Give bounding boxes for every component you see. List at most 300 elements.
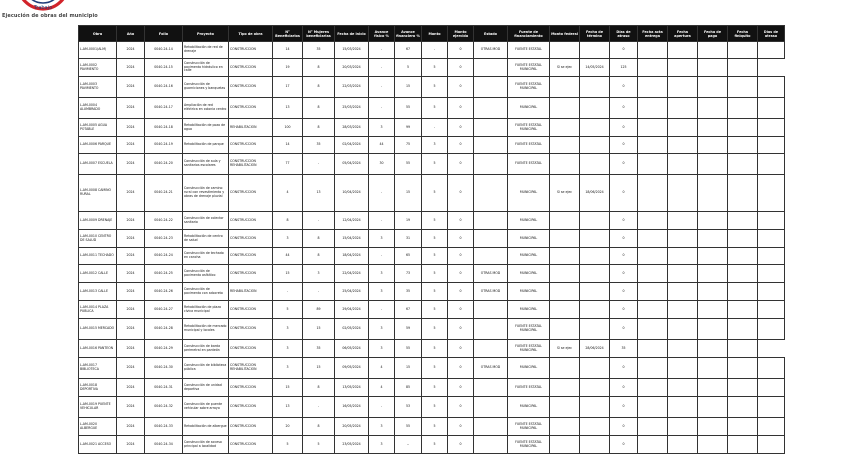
table-cell: FUENTE ESTATAL [508, 379, 550, 397]
column-header: Estado [474, 26, 508, 42]
table-cell: 0040-24-34 [145, 436, 183, 454]
table-cell: 3 [369, 436, 395, 454]
table-cell [474, 137, 508, 154]
table-cell: 8 [303, 77, 335, 98]
table-cell [668, 436, 698, 454]
table-cell: OTRAS MOD [474, 358, 508, 379]
table-cell [758, 379, 785, 397]
table-cell: - [369, 248, 395, 265]
table-cell: Construcción de aula y sanitarios escolares [183, 154, 229, 175]
table-cell: 0 [610, 436, 638, 454]
table-cell: 0 [610, 42, 638, 59]
table-cell [728, 319, 758, 340]
table-cell: 0040-24-15 [145, 59, 183, 77]
table-cell: 2024 [117, 59, 145, 77]
table-cell [698, 154, 728, 175]
table-cell: 2024 [117, 230, 145, 248]
table-cell: 05/04/2024 [335, 154, 369, 175]
works-table [78, 25, 785, 454]
table-row [79, 137, 785, 154]
table-cell [580, 154, 610, 175]
table-cell: FUENTE ESTATAL MUNICIPAL [508, 319, 550, 340]
table-cell: CONSTRUCCION REHABILITACION [229, 154, 273, 175]
table-cell [580, 98, 610, 119]
table-cell: L-AM-0005 AGUA POTABLE [79, 119, 117, 137]
table-cell: MUNICIPAL [508, 265, 550, 283]
table-cell: Rehabilitación de centro de salud [183, 230, 229, 248]
table-cell: L-AM-0012 CALLE [79, 265, 117, 283]
table-cell: 02/04/2024 [335, 137, 369, 154]
table-cell [758, 175, 785, 212]
table-cell: 8 [303, 98, 335, 119]
table-cell: L-AM-0011 TECHADO [79, 248, 117, 265]
table-cell: 2024 [117, 340, 145, 358]
table-cell: 0 [448, 418, 474, 436]
table-cell [728, 301, 758, 319]
table-cell: 0040-24-29 [145, 340, 183, 358]
table-cell: 89 [303, 301, 335, 319]
table-cell: 13 [273, 397, 303, 418]
table-cell [698, 397, 728, 418]
table-cell: 77 [273, 154, 303, 175]
table-cell: 2024 [117, 77, 145, 98]
table-cell: 0 [448, 397, 474, 418]
table-cell: 3 [369, 340, 395, 358]
table-cell [550, 119, 580, 137]
column-header: Monto ejercido [448, 26, 474, 42]
table-cell [728, 358, 758, 379]
table-cell: 2024 [117, 265, 145, 283]
table-cell [728, 283, 758, 301]
table-cell [580, 397, 610, 418]
table-cell: 3 [273, 319, 303, 340]
table-row [79, 42, 785, 59]
table-cell: CONSTRUCCION [229, 248, 273, 265]
table-cell [758, 418, 785, 436]
table-cell: 3 [369, 283, 395, 301]
table-cell [580, 119, 610, 137]
table-cell: CONSTRUCCION [229, 59, 273, 77]
table-row [79, 283, 785, 301]
table-cell: - [422, 42, 448, 59]
table-cell [550, 283, 580, 301]
table-cell: 5 [422, 340, 448, 358]
table-cell [668, 379, 698, 397]
table-cell [758, 154, 785, 175]
table-row [79, 230, 785, 248]
table-cell [698, 248, 728, 265]
table-cell: CONSTRUCCION [229, 418, 273, 436]
table-cell [758, 265, 785, 283]
table-cell [474, 436, 508, 454]
column-header: Fecha de inicio [335, 26, 369, 42]
table-cell: 0 [610, 137, 638, 154]
table-cell: - [369, 212, 395, 230]
table-cell: 0040-24-19 [145, 137, 183, 154]
table-cell: - [369, 77, 395, 98]
table-cell: 09/05/2024 [335, 358, 369, 379]
table-cell: FUENTE ESTATAL MUNICIPAL [508, 119, 550, 137]
column-header: Fuente de financiamiento [508, 26, 550, 42]
table-cell [698, 98, 728, 119]
table-cell: 0040-24-25 [145, 265, 183, 283]
table-cell: 17 [273, 77, 303, 98]
table-cell: 5 [422, 248, 448, 265]
table-cell: 3 [369, 265, 395, 283]
table-cell: 06/05/2024 [335, 340, 369, 358]
table-cell: 99 [395, 119, 422, 137]
table-cell [758, 319, 785, 340]
table-row [79, 265, 785, 283]
table-cell: L-AM-0002 PAVIMENTO [79, 59, 117, 77]
table-cell [474, 77, 508, 98]
table-row [79, 59, 785, 77]
table-cell: 14/05/2024 [580, 59, 610, 77]
table-cell [474, 248, 508, 265]
table-cell: 8 [273, 212, 303, 230]
table-cell: 0 [448, 265, 474, 283]
table-cell: 0 [448, 119, 474, 137]
table-cell [758, 283, 785, 301]
table-cell: 3 [273, 230, 303, 248]
table-cell [474, 98, 508, 119]
table-cell: OTRAS MOD [474, 42, 508, 59]
column-header: Fecha de pago [698, 26, 728, 42]
table-cell [474, 119, 508, 137]
table-cell: 19 [395, 212, 422, 230]
table-cell: 0040-24-30 [145, 358, 183, 379]
table-cell: - [369, 397, 395, 418]
column-header: Avance físico % [369, 26, 395, 42]
table-cell [550, 397, 580, 418]
table-cell: 0 [448, 301, 474, 319]
table-cell [638, 77, 668, 98]
table-cell: 25/03/2024 [335, 98, 369, 119]
table-cell: 65 [395, 248, 422, 265]
table-cell: Construcción de pavimento con adocreto [183, 283, 229, 301]
table-cell: 75 [395, 137, 422, 154]
table-cell [728, 154, 758, 175]
table-cell: 0 [610, 248, 638, 265]
table-cell: 5 [422, 77, 448, 98]
table-cell [550, 436, 580, 454]
table-cell: 19 [273, 59, 303, 77]
table-row [79, 119, 785, 137]
table-cell: 5 [422, 154, 448, 175]
table-cell [668, 340, 698, 358]
table-cell: 20/03/2024 [335, 59, 369, 77]
table-cell: CONSTRUCCION [229, 319, 273, 340]
table-cell [668, 301, 698, 319]
table-cell: 28/06/2024 [580, 340, 610, 358]
table-cell: Rehabilitación de parque [183, 137, 229, 154]
table-cell [638, 137, 668, 154]
table-cell: 0 [610, 319, 638, 340]
table-cell: 0 [448, 248, 474, 265]
table-cell: 0040-24-18 [145, 119, 183, 137]
table-cell: Construcción de pavimento asfáltico [183, 265, 229, 283]
column-header: Monto [422, 26, 448, 42]
table-cell [728, 418, 758, 436]
table-cell [580, 137, 610, 154]
table-cell [698, 119, 728, 137]
table-row [79, 358, 785, 379]
table-cell: 0 [610, 301, 638, 319]
table-cell: 0 [610, 397, 638, 418]
table-cell: 8 [303, 418, 335, 436]
table-cell: 5 [422, 212, 448, 230]
table-cell: CONSTRUCCION [229, 42, 273, 59]
municipal-logo [14, 0, 72, 12]
table-cell: MUNICIPAL [508, 175, 550, 212]
table-cell: CONSTRUCCION [229, 265, 273, 283]
table-cell: L-AM-0019 PUENTE VEHICULAR [79, 397, 117, 418]
table-cell [728, 77, 758, 98]
table-cell: - [303, 283, 335, 301]
table-cell [474, 59, 508, 77]
table-cell: 35 [303, 340, 335, 358]
table-cell: CONSTRUCCION [229, 212, 273, 230]
table-cell [550, 418, 580, 436]
table-cell [550, 301, 580, 319]
svg-text:Trabajo: Trabajo [33, 5, 53, 11]
table-cell: Rehabilitación de albergue [183, 418, 229, 436]
table-cell [550, 230, 580, 248]
table-cell [580, 418, 610, 436]
table-cell: 67 [395, 42, 422, 59]
table-cell [638, 319, 668, 340]
table-cell: 0 [448, 358, 474, 379]
table-cell: 3 [369, 319, 395, 340]
table-cell: Construcción de unidad deportiva [183, 379, 229, 397]
table-cell: L-AM-0010 CENTRO DE SALUD [79, 230, 117, 248]
table-cell [580, 42, 610, 59]
table-cell: 5 [422, 418, 448, 436]
table-header-row [79, 26, 785, 42]
table-cell: 31 [395, 230, 422, 248]
table-cell [668, 319, 698, 340]
table-cell [698, 379, 728, 397]
table-cell [638, 212, 668, 230]
table-cell [668, 212, 698, 230]
table-cell: 2024 [117, 301, 145, 319]
table-cell: CONSTRUCCION [229, 98, 273, 119]
table-cell: 73 [395, 265, 422, 283]
table-cell: 0040-24-20 [145, 154, 183, 175]
table-cell: 0040-24-27 [145, 301, 183, 319]
table-cell [698, 319, 728, 340]
table-cell: L-AM-0020 ALBERGUE [79, 418, 117, 436]
table-cell: 5 [422, 98, 448, 119]
table-cell [728, 248, 758, 265]
table-cell [698, 59, 728, 77]
table-cell [728, 379, 758, 397]
table-row [79, 436, 785, 454]
table-cell: 13 [303, 175, 335, 212]
table-cell: - [369, 301, 395, 319]
table-cell: Construcción de puente vehicular sobre arroyo [183, 397, 229, 418]
table-cell: 5 [422, 319, 448, 340]
table-cell: 5 [422, 379, 448, 397]
column-header: Fecha apertura [668, 26, 698, 42]
column-header: Año [117, 26, 145, 42]
table-cell: 2024 [117, 42, 145, 59]
table-cell: 0 [448, 283, 474, 301]
table-cell: L-AM-0021 ACCESO [79, 436, 117, 454]
table-cell: 4 [273, 175, 303, 212]
table-cell: 3 [422, 137, 448, 154]
table-cell: 55 [395, 154, 422, 175]
table-cell: MUNICIPAL [508, 98, 550, 119]
table-cell [638, 379, 668, 397]
table-row [79, 340, 785, 358]
table-cell: FUENTE ESTATAL [508, 42, 550, 59]
table-cell [638, 436, 668, 454]
table-cell: 2024 [117, 436, 145, 454]
table-cell [758, 42, 785, 59]
table-cell: 35 [303, 137, 335, 154]
table-cell: 18/06/2024 [580, 175, 610, 212]
table-cell: FUENTE ESTATAL [508, 137, 550, 154]
table-cell: 0 [448, 436, 474, 454]
table-cell: 35 [303, 42, 335, 59]
table-row [79, 319, 785, 340]
table-cell: 25/04/2024 [335, 283, 369, 301]
table-cell [698, 230, 728, 248]
table-cell: 5 [422, 230, 448, 248]
table-cell: 3 [369, 418, 395, 436]
table-cell: 0 [610, 154, 638, 175]
table-cell: Rehabilitación de pozo de agua [183, 119, 229, 137]
table-cell [728, 59, 758, 77]
table-cell [668, 137, 698, 154]
table-cell: L-AM-0014 PLAZA PUBLICA [79, 301, 117, 319]
table-cell: 2024 [117, 175, 145, 212]
table-cell: - [303, 154, 335, 175]
table-cell: 8 [303, 119, 335, 137]
table-cell: CONSTRUCCION [229, 379, 273, 397]
table-row [79, 397, 785, 418]
table-cell: 2024 [117, 119, 145, 137]
table-cell: 0 [448, 230, 474, 248]
table-cell: MUNICIPAL [508, 283, 550, 301]
table-cell: Construcción de acceso principal a localidad [183, 436, 229, 454]
table-cell: MUNICIPAL [508, 230, 550, 248]
table-cell: Sí se ejec [550, 340, 580, 358]
table-cell: 0040-24-17 [145, 98, 183, 119]
table-cell [550, 98, 580, 119]
table-cell [728, 137, 758, 154]
table-cell: OTRAS MOD [474, 283, 508, 301]
table-cell: - [369, 175, 395, 212]
table-cell [668, 119, 698, 137]
table-cell: OTRAS MOD [474, 265, 508, 283]
table-cell: L-AM-0017 BIBLIOTECA [79, 358, 117, 379]
table-cell: 0 [448, 59, 474, 77]
table-cell: 3 [303, 265, 335, 283]
table-cell [668, 77, 698, 98]
table-cell [758, 230, 785, 248]
table-cell [638, 119, 668, 137]
table-cell [550, 358, 580, 379]
table-cell [758, 248, 785, 265]
table-cell [698, 137, 728, 154]
table-cell: L-AM-0015 MERCADO [79, 319, 117, 340]
table-cell: 3 [369, 119, 395, 137]
table-cell [668, 230, 698, 248]
table-cell: CONSTRUCCION [229, 230, 273, 248]
table-cell: L-AM-0016 PANTEON [79, 340, 117, 358]
table-cell [550, 42, 580, 59]
table-cell: - [369, 59, 395, 77]
table-cell [758, 436, 785, 454]
table-cell: 2024 [117, 212, 145, 230]
table-cell: Sí se ejec [550, 175, 580, 212]
table-cell [758, 137, 785, 154]
table-cell: 16/05/2024 [335, 397, 369, 418]
table-cell: CONSTRUCCION REHABILITACION [229, 358, 273, 379]
table-cell [698, 340, 728, 358]
table-cell: MUNICIPAL [508, 397, 550, 418]
table-cell: L-AM-0009 DRENAJE [79, 212, 117, 230]
table-cell [474, 397, 508, 418]
table-cell [474, 230, 508, 248]
table-cell [474, 154, 508, 175]
table-cell: 20/05/2024 [335, 418, 369, 436]
table-cell [668, 358, 698, 379]
table-cell: Construcción de techado en cancha [183, 248, 229, 265]
table-cell: 5 [422, 283, 448, 301]
table-cell: 0 [448, 42, 474, 59]
table-cell: 22/03/2024 [335, 77, 369, 98]
table-cell [474, 319, 508, 340]
table-cell: 14 [273, 42, 303, 59]
table-cell [728, 212, 758, 230]
table-cell: L-AM-0018 DEPORTIVA [79, 379, 117, 397]
table-cell: 0040-24-28 [145, 319, 183, 340]
table-cell [580, 301, 610, 319]
page-subtitle: Ejecución de obras del municipio [2, 13, 98, 19]
table-cell: 0040-24-31 [145, 379, 183, 397]
column-header: Fecha acta entrega [638, 26, 668, 42]
table-cell: 3 [369, 230, 395, 248]
table-cell [698, 175, 728, 212]
table-cell: 2024 [117, 358, 145, 379]
table-cell: 5 [422, 397, 448, 418]
table-cell: Construcción de colector sanitario [183, 212, 229, 230]
column-header: N° Mujeres beneficiarias [303, 26, 335, 42]
table-cell: FUENTE ESTATAL MUNICIPAL [508, 59, 550, 77]
table-cell [758, 98, 785, 119]
table-cell: L-AM-0008 CAMINO RURAL [79, 175, 117, 212]
table-cell [698, 418, 728, 436]
table-cell: 0 [448, 77, 474, 98]
table-cell: 15 [303, 358, 335, 379]
table-cell [580, 358, 610, 379]
table-cell: Construcción de barda perimetral en panteón [183, 340, 229, 358]
table-row [79, 175, 785, 212]
table-cell: 0040-24-16 [145, 77, 183, 98]
table-cell: 5 [422, 265, 448, 283]
table-cell [758, 358, 785, 379]
table-cell: MUNICIPAL [508, 301, 550, 319]
table-cell: 0 [448, 137, 474, 154]
table-cell [580, 379, 610, 397]
table-row [79, 154, 785, 175]
table-cell [638, 397, 668, 418]
table-cell [668, 59, 698, 77]
table-cell: MUNICIPAL [508, 212, 550, 230]
